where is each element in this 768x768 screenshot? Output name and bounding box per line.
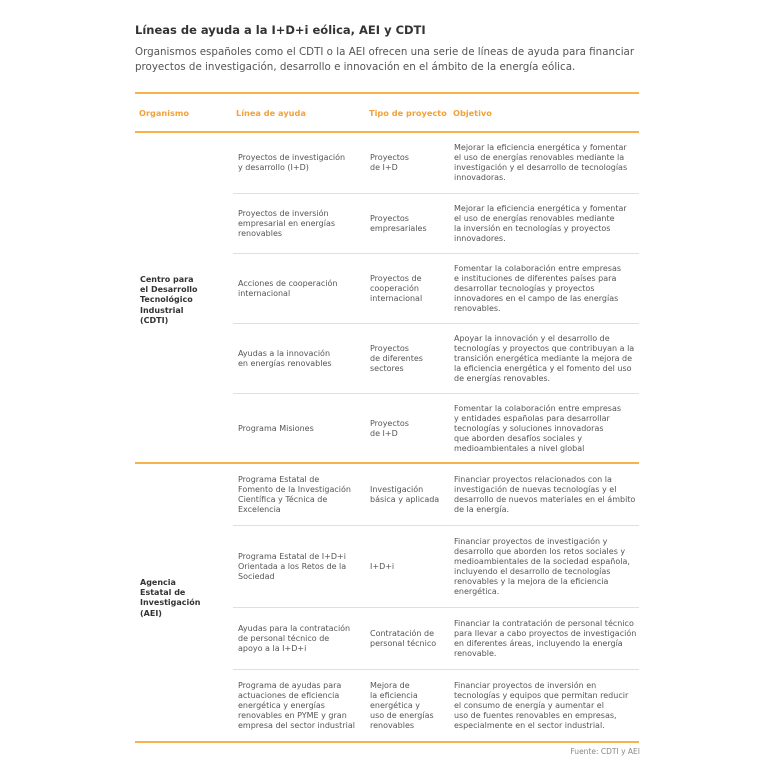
linea-cell: Proyectos de investigación y desarrollo (I+D) [238,153,346,172]
linea-cell: Programa Estatal de I+D+i Orientada a los Retos de la Sociedad [238,552,347,581]
table-row [233,253,639,324]
objetivo-cell: Apoyar la innovación y el desarrollo de tecnologías y proyectos que contribuyan a la transición energética mediante la mejora de la eficiencia energética y el fomento del uso de energías renovables. [454,334,635,383]
objetivo-cell: Financiar proyectos relacionados con la investigación de nuevas tecnologías y el desarrollo de nuevos materiales en el ámbito de la energía. [454,474,636,514]
table-row [233,193,639,254]
table-row [233,607,639,670]
tipo-cell: Proyectos de I+D [370,419,409,438]
objetivo-cell: Financiar proyectos de inversión en tecnologías y equipos que permitan reducir el consumo de energía y aumentar el uso de fuentes renovables en empresas, especialmente en el sector industrial. [454,681,629,730]
linea-cell: Programa de ayudas para actuaciones de eficiencia energética y energías renovables en PYME y gran empresa del sector industrial [238,681,355,730]
objetivo-cell: Financiar proyectos de investigación y desarrollo que aborden los retos sociales y medioambientales de la sociedad española, incluyendo el desarrollo de tecnologías renovables y la mejora de la eficiencia energética. [454,537,630,596]
organismo-cell: Centro para el Desarrollo Tecnológico Industrial (CDTI) [140,275,198,325]
tipo-cell: Proyectos de diferentes sectores [370,344,423,373]
organization-group [135,464,639,741]
tipo-cell: Proyectos de cooperación internacional [370,274,423,303]
header-objetivo: Objetivo [453,108,492,118]
tipo-cell: I+D+i [370,562,395,571]
linea-cell: Acciones de cooperación internacional [238,279,338,298]
header-tipo: Tipo de proyecto [369,108,447,118]
linea-cell: Ayudas para la contratación de personal técnico de apoyo a la I+D+i [238,624,351,653]
table-row [233,133,639,193]
page-title: Líneas de ayuda a la I+D+i eólica, AEI y CDTI [135,23,426,37]
table-top-rule [135,92,639,94]
tipo-cell: Contratación de personal técnico [370,629,437,648]
objetivo-cell: Financiar la contratación de personal técnico para llevar a cabo proyectos de investigación en diferentes áreas, incluyendo la energía renovable. [454,619,637,658]
tipo-cell: Proyectos de I+D [370,153,409,172]
linea-cell: Ayudas a la innovación en energías renovables [238,349,332,368]
group-divider-rule [135,462,639,464]
table-row [233,525,639,608]
header-linea: Línea de ayuda [236,108,306,118]
linea-cell: Programa Misiones [238,424,314,433]
table-row [233,464,639,525]
tipo-cell: Proyectos empresariales [370,214,427,233]
table-row [233,323,639,394]
source-note: Fuente: CDTI y AEI [570,747,640,756]
linea-cell: Programa Estatal de Fomento de la Investigación Científica y Técnica de Excelencia [238,474,351,514]
objetivo-cell: Mejorar la eficiencia energética y fomentar el uso de energías renovables mediante la investigación y el desarrollo de tecnologías innovadoras. [454,143,628,182]
objetivo-cell: Fomentar la colaboración entre empresas y entidades españolas para desarrollar tecnologías y soluciones innovadoras que aborden desafíos sociales y medioambientales a nivel global [454,404,622,453]
header-organismo: Organismo [139,108,190,118]
linea-cell: Proyectos de inversión empresarial en energías renovables [238,209,336,238]
table-row [233,393,639,464]
organization-group [135,133,639,463]
objetivo-cell: Mejorar la eficiencia energética y fomentar el uso de energías renovables mediante la inversión en tecnologías y proyectos innovadores. [454,204,627,243]
table-row [233,669,639,742]
organismo-cell: Agencia Estatal de Investigación (AEI) [140,578,201,618]
objetivo-cell: Fomentar la colaboración entre empresas e instituciones de diferentes países para desarrollar tecnologías y proyectos innovadores en el campo de las energías renovables. [454,264,622,313]
page-subtitle: Organismos españoles como el CDTI o la AEI ofrecen una serie de líneas de ayuda para financiar proyectos de investigación, desarrollo e innovación en el ámbito de la energía eólica. [135,46,635,73]
tipo-cell: Mejora de la eficiencia energética y uso de energías renovables [370,681,434,730]
tipo-cell: Investigación básica y aplicada [370,484,440,504]
table-bottom-rule [135,741,639,743]
